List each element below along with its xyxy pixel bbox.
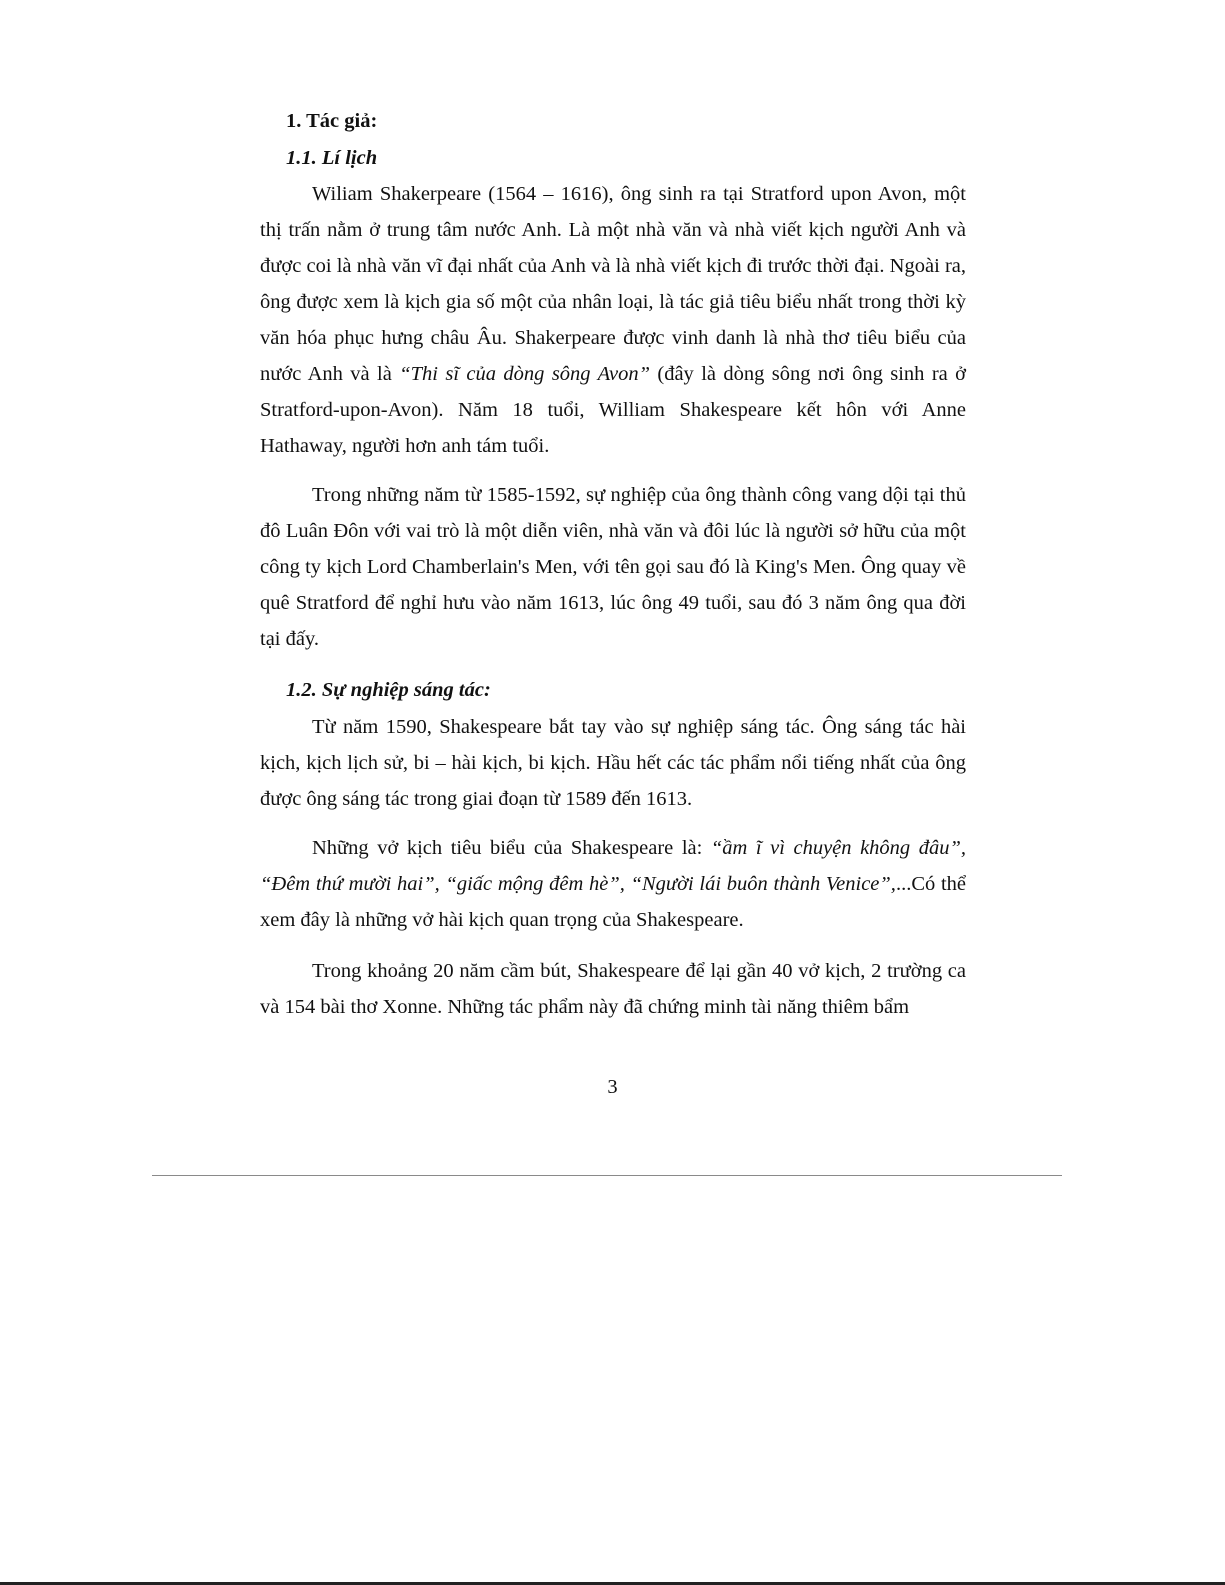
quote-text: “Thi sĩ của dòng sông Avon” — [399, 363, 650, 385]
quote-text: “ầm ĩ vì chuyện không đâu”, “Đêm thứ mười hai”, “giấc mộng đêm hè”, “Người lái buôn thành Venice”, — [260, 837, 966, 895]
paragraph-text: ...Có thể xem đây là những vở hài kịch quan trọng của Shakespeare. — [260, 873, 966, 931]
heading-author: 1. Tác giả: — [286, 110, 378, 132]
paragraph-notable-plays — [260, 830, 966, 938]
page-divider — [152, 1175, 1062, 1176]
paragraph-text: Wiliam Shakerpeare (1564 – 1616), ông sinh ra tại Stratford upon Avon, một thị trấn nằm ở trung tâm nước Anh. Là một nhà văn và nhà viết kịch người Anh và được coi là nhà văn vĩ đại nhất của Anh và là nhà viết kịch đi trước thời đại. Ngoài ra, ông được xem là kịch gia số một của nhân loại, là tác giả tiêu biểu nhất trong thời kỳ văn hóa phục hưng châu Âu. Shakerpeare được vinh danh là nhà thơ tiêu biểu của nước Anh và là — [260, 183, 966, 385]
paragraph-biography — [260, 176, 966, 464]
heading-biography: 1.1. Lí lịch — [286, 147, 378, 169]
paragraph-text: (đây là dòng sông nơi ông sinh ra ở Stratford-upon-Avon). Năm 18 tuổi, William Shakespeare kết hôn với Anne Hathaway, người hơn anh tám tuổi. — [260, 363, 966, 457]
paragraph-legacy — [260, 953, 966, 1025]
heading-career: 1.2. Sự nghiệp sáng tác: — [286, 679, 491, 701]
paragraph-text: Từ năm 1590, Shakespeare bắt tay vào sự nghiệp sáng tác. Ông sáng tác hài kịch, kịch lịch sử, bi – hài kịch, bi kịch. Hầu hết các tác phẩm nổi tiếng nhất của ông được ông sáng tác trong giai đoạn từ 1589 đến 1613. — [260, 716, 966, 810]
paragraph-text: Trong khoảng 20 năm cầm bút, Shakespeare để lại gần 40 vở kịch, 2 trường ca và 154 bài thơ Xonne. Những tác phẩm này đã chứng minh tài năng thiêm bẩm — [260, 960, 966, 1018]
paragraph-career-london — [260, 477, 966, 657]
paragraph-text: Những vở kịch tiêu biểu của Shakespeare là: — [312, 837, 711, 859]
paragraph-text: Trong những năm từ 1585-1592, sự nghiệp của ông thành công vang dội tại thủ đô Luân Đôn với vai trò là một diễn viên, nhà văn và đôi lúc là người sở hữu của một công ty kịch Lord Chamberlain's Men, với tên gọi sau đó là King's Men. Ông quay về quê Stratford để nghỉ hưu vào năm 1613, lúc ông 49 tuổi, sau đó 3 năm ông qua đời tại đấy. — [260, 484, 966, 650]
page-number: 3 — [607, 1076, 618, 1098]
paragraph-works-intro — [260, 709, 966, 817]
